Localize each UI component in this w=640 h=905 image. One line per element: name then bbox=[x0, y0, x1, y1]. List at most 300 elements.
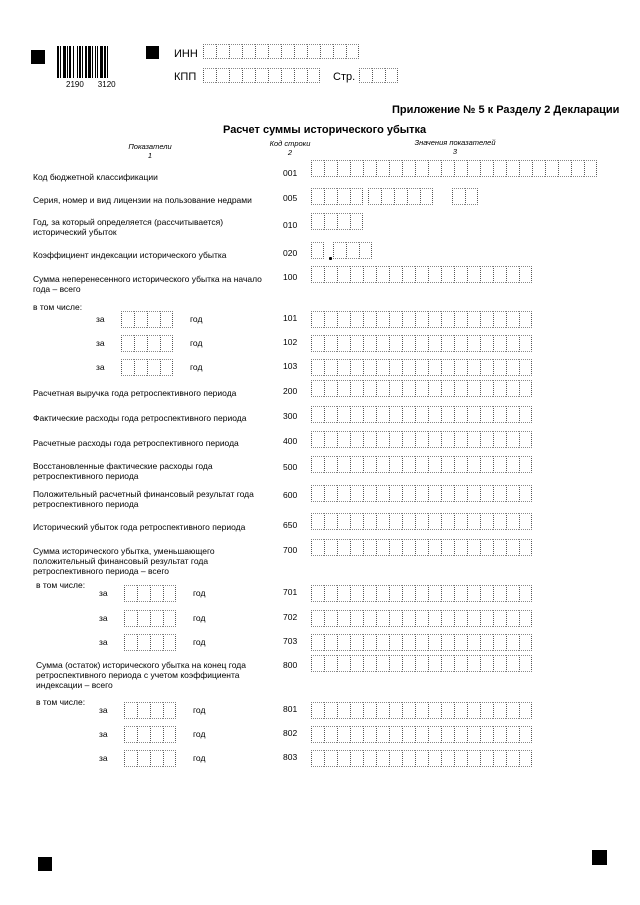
input-cell[interactable] bbox=[311, 702, 324, 719]
input-cell[interactable] bbox=[372, 68, 385, 83]
input-cell[interactable] bbox=[147, 359, 160, 376]
input-cell[interactable] bbox=[415, 456, 428, 473]
input-cell[interactable] bbox=[255, 44, 268, 59]
input-cell[interactable] bbox=[324, 585, 337, 602]
input-cell[interactable] bbox=[150, 634, 163, 651]
input-cell[interactable] bbox=[441, 655, 454, 672]
value-field[interactable] bbox=[311, 702, 532, 719]
input-cell[interactable] bbox=[363, 750, 376, 767]
input-cell[interactable] bbox=[402, 513, 415, 530]
input-cell[interactable] bbox=[506, 750, 519, 767]
year-field[interactable] bbox=[124, 726, 176, 743]
input-cell[interactable] bbox=[389, 655, 402, 672]
input-cell[interactable] bbox=[376, 634, 389, 651]
input-cell[interactable] bbox=[389, 406, 402, 423]
input-cell[interactable] bbox=[242, 68, 255, 83]
input-cell[interactable] bbox=[137, 726, 150, 743]
value-field[interactable] bbox=[311, 380, 532, 397]
input-cell[interactable] bbox=[506, 513, 519, 530]
input-cell[interactable] bbox=[480, 335, 493, 352]
value-field[interactable] bbox=[311, 513, 532, 530]
input-cell[interactable] bbox=[415, 702, 428, 719]
input-cell[interactable] bbox=[415, 485, 428, 502]
input-cell[interactable] bbox=[480, 610, 493, 627]
input-cell[interactable] bbox=[428, 359, 441, 376]
input-cell[interactable] bbox=[311, 456, 324, 473]
input-cell[interactable] bbox=[493, 585, 506, 602]
input-cell[interactable] bbox=[255, 68, 268, 83]
input-cell[interactable] bbox=[493, 655, 506, 672]
input-cell[interactable] bbox=[480, 406, 493, 423]
input-cell[interactable] bbox=[350, 655, 363, 672]
input-cell[interactable] bbox=[363, 359, 376, 376]
input-cell[interactable] bbox=[519, 655, 532, 672]
input-cell[interactable] bbox=[350, 456, 363, 473]
value-field[interactable] bbox=[311, 610, 532, 627]
input-cell[interactable] bbox=[402, 431, 415, 448]
input-cell[interactable] bbox=[389, 456, 402, 473]
input-cell[interactable] bbox=[350, 610, 363, 627]
input-cell[interactable] bbox=[519, 431, 532, 448]
input-cell[interactable] bbox=[134, 311, 147, 328]
input-cell[interactable] bbox=[124, 726, 137, 743]
input-cell[interactable] bbox=[441, 585, 454, 602]
input-cell[interactable] bbox=[121, 359, 134, 376]
input-cell[interactable] bbox=[441, 380, 454, 397]
input-cell[interactable] bbox=[441, 539, 454, 556]
input-cell[interactable] bbox=[519, 634, 532, 651]
year-field[interactable] bbox=[124, 585, 176, 602]
input-cell[interactable] bbox=[480, 311, 493, 328]
input-cell[interactable] bbox=[324, 750, 337, 767]
input-cell[interactable] bbox=[337, 380, 350, 397]
input-cell[interactable] bbox=[480, 359, 493, 376]
input-cell[interactable] bbox=[415, 539, 428, 556]
input-cell[interactable] bbox=[454, 456, 467, 473]
input-cell[interactable] bbox=[467, 610, 480, 627]
input-cell[interactable] bbox=[311, 359, 324, 376]
input-cell[interactable] bbox=[337, 456, 350, 473]
input-cell[interactable] bbox=[337, 585, 350, 602]
input-cell[interactable] bbox=[307, 68, 320, 83]
input-cell[interactable] bbox=[203, 68, 216, 83]
input-cell[interactable] bbox=[519, 726, 532, 743]
license-number-field[interactable] bbox=[368, 188, 433, 205]
input-cell[interactable] bbox=[420, 188, 433, 205]
input-cell[interactable] bbox=[493, 610, 506, 627]
input-cell[interactable] bbox=[519, 585, 532, 602]
input-cell[interactable] bbox=[454, 726, 467, 743]
input-cell[interactable] bbox=[350, 213, 363, 230]
input-cell[interactable] bbox=[519, 539, 532, 556]
input-cell[interactable] bbox=[389, 485, 402, 502]
input-cell[interactable] bbox=[506, 431, 519, 448]
input-cell[interactable] bbox=[407, 188, 420, 205]
input-cell[interactable] bbox=[415, 311, 428, 328]
input-cell[interactable] bbox=[376, 266, 389, 283]
year-field[interactable] bbox=[121, 359, 173, 376]
value-field[interactable] bbox=[311, 750, 532, 767]
input-cell[interactable] bbox=[454, 485, 467, 502]
input-cell[interactable] bbox=[493, 380, 506, 397]
input-cell[interactable] bbox=[163, 726, 176, 743]
input-cell[interactable] bbox=[333, 242, 346, 259]
input-cell[interactable] bbox=[311, 160, 324, 177]
input-cell[interactable] bbox=[394, 188, 407, 205]
input-cell[interactable] bbox=[350, 585, 363, 602]
input-cell[interactable] bbox=[324, 485, 337, 502]
input-cell[interactable] bbox=[381, 188, 394, 205]
input-cell[interactable] bbox=[311, 634, 324, 651]
input-cell[interactable] bbox=[363, 610, 376, 627]
input-cell[interactable] bbox=[376, 431, 389, 448]
input-cell[interactable] bbox=[346, 242, 359, 259]
input-cell[interactable] bbox=[454, 655, 467, 672]
input-cell[interactable] bbox=[506, 539, 519, 556]
input-cell[interactable] bbox=[324, 610, 337, 627]
input-cell[interactable] bbox=[324, 726, 337, 743]
input-cell[interactable] bbox=[415, 585, 428, 602]
year-field[interactable] bbox=[124, 634, 176, 651]
input-cell[interactable] bbox=[402, 456, 415, 473]
input-cell[interactable] bbox=[428, 634, 441, 651]
input-cell[interactable] bbox=[363, 539, 376, 556]
input-cell[interactable] bbox=[493, 702, 506, 719]
input-cell[interactable] bbox=[467, 406, 480, 423]
input-cell[interactable] bbox=[350, 266, 363, 283]
input-cell[interactable] bbox=[480, 634, 493, 651]
input-cell[interactable] bbox=[124, 750, 137, 767]
input-cell[interactable] bbox=[324, 213, 337, 230]
input-cell[interactable] bbox=[320, 44, 333, 59]
input-cell[interactable] bbox=[454, 634, 467, 651]
input-cell[interactable] bbox=[402, 160, 415, 177]
input-cell[interactable] bbox=[428, 266, 441, 283]
input-cell[interactable] bbox=[337, 655, 350, 672]
input-cell[interactable] bbox=[324, 406, 337, 423]
input-cell[interactable] bbox=[311, 513, 324, 530]
input-cell[interactable] bbox=[147, 335, 160, 352]
input-cell[interactable] bbox=[506, 702, 519, 719]
input-cell[interactable] bbox=[506, 485, 519, 502]
input-cell[interactable] bbox=[350, 726, 363, 743]
value-field[interactable] bbox=[311, 726, 532, 743]
input-cell[interactable] bbox=[363, 335, 376, 352]
input-cell[interactable] bbox=[311, 242, 324, 259]
input-cell[interactable] bbox=[428, 702, 441, 719]
input-cell[interactable] bbox=[402, 610, 415, 627]
input-cell[interactable] bbox=[558, 160, 571, 177]
input-cell[interactable] bbox=[545, 160, 558, 177]
input-cell[interactable] bbox=[389, 610, 402, 627]
input-cell[interactable] bbox=[506, 456, 519, 473]
input-cell[interactable] bbox=[454, 750, 467, 767]
input-cell[interactable] bbox=[311, 213, 324, 230]
input-cell[interactable] bbox=[584, 160, 597, 177]
input-cell[interactable] bbox=[350, 485, 363, 502]
input-cell[interactable] bbox=[350, 702, 363, 719]
input-cell[interactable] bbox=[150, 726, 163, 743]
input-cell[interactable] bbox=[389, 539, 402, 556]
input-cell[interactable] bbox=[428, 513, 441, 530]
input-cell[interactable] bbox=[121, 311, 134, 328]
input-cell[interactable] bbox=[337, 431, 350, 448]
input-cell[interactable] bbox=[229, 44, 242, 59]
year-field[interactable] bbox=[124, 750, 176, 767]
input-cell[interactable] bbox=[428, 335, 441, 352]
input-cell[interactable] bbox=[402, 585, 415, 602]
input-cell[interactable] bbox=[337, 485, 350, 502]
input-cell[interactable] bbox=[337, 335, 350, 352]
input-cell[interactable] bbox=[324, 380, 337, 397]
input-cell[interactable] bbox=[376, 311, 389, 328]
input-cell[interactable] bbox=[324, 311, 337, 328]
input-cell[interactable] bbox=[454, 610, 467, 627]
input-cell[interactable] bbox=[389, 726, 402, 743]
input-cell[interactable] bbox=[376, 655, 389, 672]
input-cell[interactable] bbox=[242, 44, 255, 59]
input-cell[interactable] bbox=[203, 44, 216, 59]
input-cell[interactable] bbox=[441, 266, 454, 283]
input-cell[interactable] bbox=[389, 380, 402, 397]
input-cell[interactable] bbox=[376, 539, 389, 556]
input-cell[interactable] bbox=[506, 655, 519, 672]
value-field[interactable] bbox=[311, 359, 532, 376]
input-cell[interactable] bbox=[454, 539, 467, 556]
input-cell[interactable] bbox=[363, 431, 376, 448]
kpp-field[interactable] bbox=[203, 68, 320, 83]
input-cell[interactable] bbox=[441, 335, 454, 352]
input-cell[interactable] bbox=[493, 539, 506, 556]
input-cell[interactable] bbox=[333, 44, 346, 59]
input-cell[interactable] bbox=[363, 160, 376, 177]
input-cell[interactable] bbox=[506, 266, 519, 283]
kbk-field[interactable] bbox=[311, 160, 597, 177]
value-field[interactable] bbox=[311, 266, 532, 283]
input-cell[interactable] bbox=[480, 431, 493, 448]
input-cell[interactable] bbox=[163, 702, 176, 719]
input-cell[interactable] bbox=[441, 431, 454, 448]
input-cell[interactable] bbox=[160, 311, 173, 328]
input-cell[interactable] bbox=[465, 188, 478, 205]
input-cell[interactable] bbox=[337, 750, 350, 767]
input-cell[interactable] bbox=[480, 266, 493, 283]
input-cell[interactable] bbox=[229, 68, 242, 83]
input-cell[interactable] bbox=[506, 359, 519, 376]
input-cell[interactable] bbox=[363, 726, 376, 743]
input-cell[interactable] bbox=[441, 406, 454, 423]
input-cell[interactable] bbox=[402, 266, 415, 283]
input-cell[interactable] bbox=[428, 610, 441, 627]
input-cell[interactable] bbox=[506, 610, 519, 627]
input-cell[interactable] bbox=[160, 359, 173, 376]
input-cell[interactable] bbox=[480, 539, 493, 556]
input-cell[interactable] bbox=[337, 188, 350, 205]
input-cell[interactable] bbox=[441, 359, 454, 376]
input-cell[interactable] bbox=[337, 406, 350, 423]
input-cell[interactable] bbox=[311, 406, 324, 423]
input-cell[interactable] bbox=[337, 213, 350, 230]
input-cell[interactable] bbox=[324, 160, 337, 177]
input-cell[interactable] bbox=[311, 266, 324, 283]
input-cell[interactable] bbox=[376, 380, 389, 397]
input-cell[interactable] bbox=[415, 610, 428, 627]
input-cell[interactable] bbox=[363, 702, 376, 719]
input-cell[interactable] bbox=[350, 160, 363, 177]
input-cell[interactable] bbox=[389, 431, 402, 448]
input-cell[interactable] bbox=[363, 406, 376, 423]
input-cell[interactable] bbox=[506, 634, 519, 651]
input-cell[interactable] bbox=[363, 485, 376, 502]
input-cell[interactable] bbox=[337, 726, 350, 743]
input-cell[interactable] bbox=[519, 513, 532, 530]
input-cell[interactable] bbox=[124, 702, 137, 719]
input-cell[interactable] bbox=[441, 513, 454, 530]
input-cell[interactable] bbox=[493, 266, 506, 283]
input-cell[interactable] bbox=[415, 380, 428, 397]
input-cell[interactable] bbox=[389, 750, 402, 767]
value-field[interactable] bbox=[311, 456, 532, 473]
input-cell[interactable] bbox=[363, 634, 376, 651]
input-cell[interactable] bbox=[350, 539, 363, 556]
input-cell[interactable] bbox=[454, 160, 467, 177]
input-cell[interactable] bbox=[376, 485, 389, 502]
input-cell[interactable] bbox=[467, 456, 480, 473]
input-cell[interactable] bbox=[160, 335, 173, 352]
input-cell[interactable] bbox=[415, 266, 428, 283]
input-cell[interactable] bbox=[441, 311, 454, 328]
value-field[interactable] bbox=[311, 406, 532, 423]
input-cell[interactable] bbox=[350, 634, 363, 651]
input-cell[interactable] bbox=[376, 585, 389, 602]
input-cell[interactable] bbox=[506, 585, 519, 602]
input-cell[interactable] bbox=[467, 655, 480, 672]
input-cell[interactable] bbox=[402, 539, 415, 556]
input-cell[interactable] bbox=[519, 359, 532, 376]
input-cell[interactable] bbox=[415, 655, 428, 672]
value-field[interactable] bbox=[311, 634, 532, 651]
input-cell[interactable] bbox=[493, 456, 506, 473]
year-field[interactable] bbox=[121, 335, 173, 352]
input-cell[interactable] bbox=[441, 702, 454, 719]
input-cell[interactable] bbox=[216, 44, 229, 59]
input-cell[interactable] bbox=[454, 585, 467, 602]
input-cell[interactable] bbox=[493, 634, 506, 651]
input-cell[interactable] bbox=[150, 750, 163, 767]
coef-frac-field[interactable] bbox=[333, 242, 372, 259]
input-cell[interactable] bbox=[519, 335, 532, 352]
input-cell[interactable] bbox=[134, 359, 147, 376]
input-cell[interactable] bbox=[150, 610, 163, 627]
input-cell[interactable] bbox=[402, 726, 415, 743]
input-cell[interactable] bbox=[350, 188, 363, 205]
input-cell[interactable] bbox=[376, 335, 389, 352]
input-cell[interactable] bbox=[337, 702, 350, 719]
input-cell[interactable] bbox=[493, 160, 506, 177]
coef-int-field[interactable] bbox=[311, 242, 324, 259]
input-cell[interactable] bbox=[376, 456, 389, 473]
input-cell[interactable] bbox=[428, 431, 441, 448]
input-cell[interactable] bbox=[454, 266, 467, 283]
input-cell[interactable] bbox=[467, 513, 480, 530]
input-cell[interactable] bbox=[137, 634, 150, 651]
input-cell[interactable] bbox=[281, 68, 294, 83]
input-cell[interactable] bbox=[428, 380, 441, 397]
input-cell[interactable] bbox=[324, 456, 337, 473]
input-cell[interactable] bbox=[389, 359, 402, 376]
input-cell[interactable] bbox=[480, 160, 493, 177]
input-cell[interactable] bbox=[324, 634, 337, 651]
input-cell[interactable] bbox=[441, 750, 454, 767]
input-cell[interactable] bbox=[137, 702, 150, 719]
input-cell[interactable] bbox=[454, 406, 467, 423]
input-cell[interactable] bbox=[454, 702, 467, 719]
value-field[interactable] bbox=[311, 655, 532, 672]
input-cell[interactable] bbox=[137, 610, 150, 627]
input-cell[interactable] bbox=[350, 513, 363, 530]
input-cell[interactable] bbox=[350, 380, 363, 397]
input-cell[interactable] bbox=[337, 610, 350, 627]
input-cell[interactable] bbox=[311, 335, 324, 352]
input-cell[interactable] bbox=[324, 335, 337, 352]
input-cell[interactable] bbox=[493, 750, 506, 767]
input-cell[interactable] bbox=[467, 539, 480, 556]
input-cell[interactable] bbox=[441, 485, 454, 502]
input-cell[interactable] bbox=[519, 266, 532, 283]
input-cell[interactable] bbox=[506, 160, 519, 177]
input-cell[interactable] bbox=[163, 634, 176, 651]
input-cell[interactable] bbox=[428, 726, 441, 743]
input-cell[interactable] bbox=[441, 726, 454, 743]
input-cell[interactable] bbox=[415, 726, 428, 743]
input-cell[interactable] bbox=[519, 160, 532, 177]
input-cell[interactable] bbox=[389, 513, 402, 530]
input-cell[interactable] bbox=[346, 44, 359, 59]
input-cell[interactable] bbox=[307, 44, 320, 59]
input-cell[interactable] bbox=[480, 655, 493, 672]
input-cell[interactable] bbox=[402, 406, 415, 423]
input-cell[interactable] bbox=[467, 380, 480, 397]
license-series-field[interactable] bbox=[311, 188, 363, 205]
input-cell[interactable] bbox=[415, 160, 428, 177]
input-cell[interactable] bbox=[428, 585, 441, 602]
input-cell[interactable] bbox=[402, 634, 415, 651]
input-cell[interactable] bbox=[163, 750, 176, 767]
input-cell[interactable] bbox=[519, 750, 532, 767]
input-cell[interactable] bbox=[363, 311, 376, 328]
input-cell[interactable] bbox=[415, 359, 428, 376]
input-cell[interactable] bbox=[389, 634, 402, 651]
input-cell[interactable] bbox=[363, 380, 376, 397]
input-cell[interactable] bbox=[493, 726, 506, 743]
input-cell[interactable] bbox=[519, 311, 532, 328]
input-cell[interactable] bbox=[281, 44, 294, 59]
value-field[interactable] bbox=[311, 431, 532, 448]
input-cell[interactable] bbox=[467, 726, 480, 743]
input-cell[interactable] bbox=[324, 266, 337, 283]
input-cell[interactable] bbox=[294, 68, 307, 83]
input-cell[interactable] bbox=[350, 335, 363, 352]
input-cell[interactable] bbox=[376, 610, 389, 627]
input-cell[interactable] bbox=[337, 539, 350, 556]
input-cell[interactable] bbox=[441, 610, 454, 627]
input-cell[interactable] bbox=[467, 359, 480, 376]
input-cell[interactable] bbox=[376, 702, 389, 719]
input-cell[interactable] bbox=[519, 485, 532, 502]
input-cell[interactable] bbox=[124, 610, 137, 627]
input-cell[interactable] bbox=[311, 188, 324, 205]
input-cell[interactable] bbox=[428, 160, 441, 177]
